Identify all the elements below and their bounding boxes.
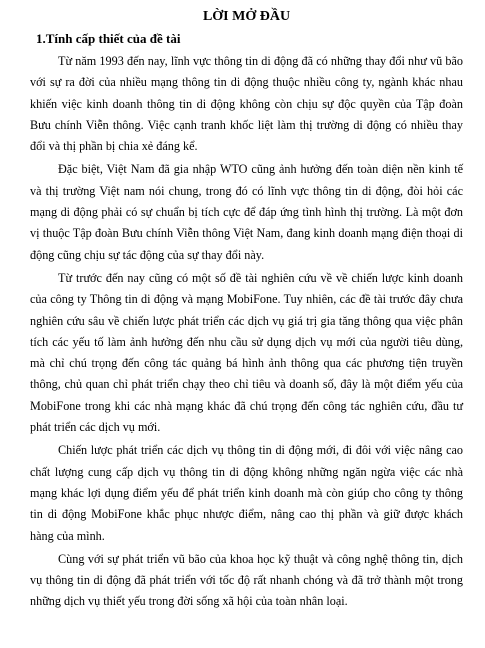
paragraph-2: Đặc biệt, Việt Nam đã gia nhập WTO cũng ảnh hưởng đến toàn diện nền kinh tế và thị trường Việt nam nói chung, trong đó có lĩnh vực thông tin di động, đòi hỏi các mạng di động phải có sự chuẩn bị tích cực để đáp ứng tình hình thị trường. Là một đơn vị thuộc Tập đoàn Bưu chính Viễn thông Việt Nam, đang kinh doanh mạng điện thoại di động cũng chịu sự tác động của sự thay đổi này. — [30, 162, 463, 262]
document-title: LỜI MỞ ĐẦU — [202, 9, 291, 24]
paragraph-3: Từ trước đến nay cũng có một số đề tài nghiên cứu về về chiến lược kinh doanh của công ty Thông tin di động và mạng MobiFone. Tuy nhiên, các đề tài trước đây chưa nghiên cứu sâu về chiến lược phát triển các dịch vụ giá trị gia tăng thông qua việc phân tích các yếu tố làm ảnh hưởng đến nhu cầu sử dụng dịch vụ mới của người tiêu dùng, mà chỉ chú trọng đến công tác quảng bá hình ảnh thông qua các phương tiện truyền thông, chủ quan chỉ phát triển chạy theo chỉ tiêu và doanh số, đây là một điểm yếu của MobiFone trong khi các nhà mạng khác đã chú trọng đến công tác nghiên cứu, đầu tư phát triển các dịch vụ mới. — [30, 270, 463, 435]
paragraph-5: Cùng với sự phát triển vũ bão của khoa học kỹ thuật và công nghệ thông tin, dịch vụ thông tin di động đã phát triển với tốc độ rất nhanh chóng và đã trở thành một trong những dịch vụ thiết yếu trong đời sống xã hội của toàn nhân loại. — [30, 551, 463, 609]
paragraph-1: Từ năm 1993 đến nay, lĩnh vực thông tin di động đã có những thay đổi như vũ bão với sự ra đời của nhiều mạng thông tin di động thuộc nhiều công ty, ngành khác nhau khiến việc kinh doanh thông tin di động không còn chịu sự độc quyền của Tập đoàn Bưu chính Viễn thông. Việc cạnh tranh khốc liệt làm thị trường di động có nhiều thay đổi và thị phần bị chia xẻ đáng kể. — [30, 54, 463, 154]
paragraph-4: Chiến lược phát triển các dịch vụ thông tin di động mới, đi đôi với việc nâng cao chất lượng cung cấp dịch vụ thông tin di động không những ngăn ngừa việc các nhà mạng khác lợi dụng điểm yếu để phát triển kinh doanh mà còn giúp cho công ty thông tin di động MobiFone khắc phục nhược điểm, nâng cao thị phần và giữ được khách hàng của mình. — [30, 443, 463, 543]
section-heading: 1.Tính cấp thiết của đề tài — [36, 31, 181, 46]
